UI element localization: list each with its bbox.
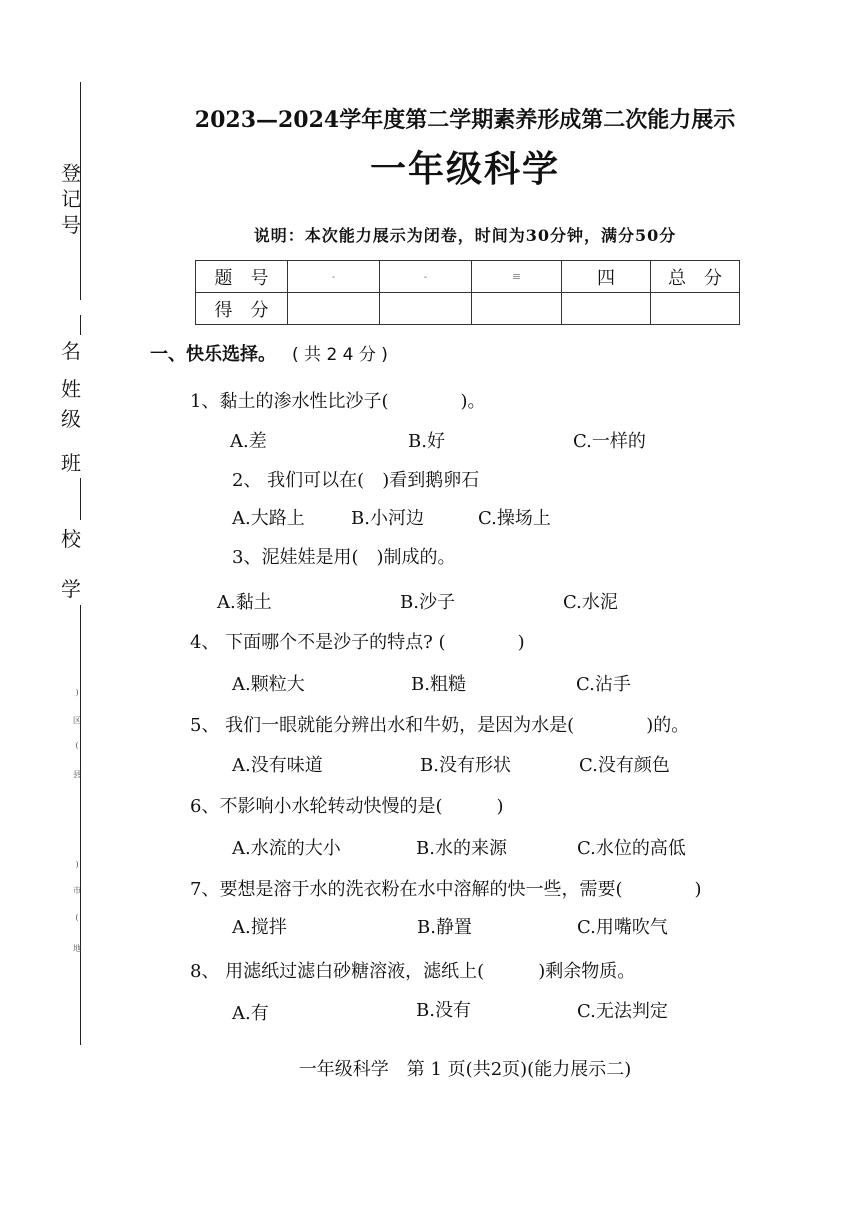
option-c[interactable]: C.沾手	[576, 674, 631, 695]
option-a[interactable]: A.没有味道	[232, 755, 323, 776]
question-stem: 6、不影响小水轮转动快慢的是( )	[190, 796, 504, 817]
score-table-score-row	[196, 293, 740, 325]
exam-title: 2023—2024学年度第二学期素养形成第二次能力展示	[194, 107, 736, 133]
binding-mark: )	[75, 860, 79, 869]
score-table-cell: 题 号	[196, 261, 288, 293]
option-c[interactable]: C.水泥	[563, 592, 618, 613]
option-b[interactable]: B.没有形状	[420, 755, 511, 776]
option-c[interactable]: C.操场上	[478, 508, 551, 529]
binding-school-char: 校	[61, 527, 81, 551]
option-c[interactable]: C.没有颜色	[579, 755, 670, 776]
binding-mark: (	[75, 913, 79, 922]
section-heading	[150, 340, 388, 366]
binding-class-char2: 班	[61, 451, 81, 475]
score-table-cell: -	[288, 261, 380, 293]
score-table-cell: ≡	[472, 261, 562, 293]
option-a[interactable]: A.搅拌	[232, 917, 287, 938]
binding-mark: 县	[73, 770, 81, 779]
option-b[interactable]: B.水的来源	[416, 838, 507, 859]
exam-instructions: 说明：本次能力展示为闭卷，时间为30分钟，满分50分	[253, 226, 677, 245]
option-a[interactable]: A.黏土	[217, 592, 272, 613]
page-footer: 一年级科学 第 1 页(共2页)(能力展示二)	[298, 1059, 632, 1080]
option-b[interactable]: B.好	[408, 431, 445, 452]
binding-mark: 市	[73, 886, 81, 895]
section-title: 一、快乐选择。	[150, 344, 276, 365]
score-input-cell[interactable]	[380, 293, 472, 325]
score-table-cell: 得 分	[196, 293, 288, 325]
question-stem: 1、黏土的渗水性比沙子( )。	[190, 391, 486, 412]
score-table-cell: -	[380, 261, 472, 293]
option-c[interactable]: C.用嘴吹气	[577, 917, 668, 938]
option-b[interactable]: B.没有	[416, 1000, 471, 1021]
score-input-cell[interactable]	[472, 293, 562, 325]
binding-mark: (	[75, 741, 79, 750]
binding-line	[80, 605, 81, 1045]
score-table-cell: 四	[562, 261, 651, 293]
option-b[interactable]: B.静置	[417, 917, 472, 938]
question-stem: 2、 我们可以在( )看到鹅卵石	[232, 470, 480, 491]
subject-title: 一年级科学	[369, 149, 560, 190]
binding-mark: )	[75, 688, 79, 697]
binding-name-char: 名	[61, 339, 81, 363]
score-table	[195, 260, 740, 325]
question-stem: 5、 我们一眼就能分辨出水和牛奶，是因为水是( )的。	[190, 715, 690, 736]
option-c[interactable]: C.水位的高低	[577, 838, 686, 859]
binding-mark: 区	[73, 716, 81, 725]
option-b[interactable]: B.小河边	[351, 508, 424, 529]
option-a[interactable]: A.大路上	[232, 508, 305, 529]
binding-mark: 地	[73, 944, 81, 953]
question-stem: 8、 用滤纸过滤白砂糖溶液，滤纸上( )剩余物质。	[190, 961, 636, 982]
option-c[interactable]: C.一样的	[573, 431, 646, 452]
score-table-cell: 总 分	[651, 261, 740, 293]
score-table-header-row	[196, 261, 740, 293]
option-b[interactable]: B.沙子	[400, 592, 455, 613]
option-a[interactable]: A.颗粒大	[232, 674, 305, 695]
question-stem: 7、要想是溶于水的洗衣粉在水中溶解的快一些，需要( )	[190, 879, 702, 900]
binding-line	[80, 478, 81, 520]
binding-line	[80, 315, 81, 335]
question-stem: 4、 下面哪个不是沙子的特点? ( )	[190, 632, 525, 653]
section-points: ( 共 2 4 分 )	[292, 345, 388, 365]
option-a[interactable]: A.有	[232, 1003, 269, 1024]
binding-reg-no-label: 登记号	[61, 161, 81, 237]
score-input-cell[interactable]	[562, 293, 651, 325]
score-input-cell[interactable]	[288, 293, 380, 325]
option-a[interactable]: A.差	[230, 431, 267, 452]
binding-surname-char: 姓	[61, 377, 81, 401]
option-b[interactable]: B.粗糙	[411, 674, 466, 695]
option-a[interactable]: A.水流的大小	[232, 838, 341, 859]
binding-class-char: 级	[61, 407, 81, 431]
option-c[interactable]: C.无法判定	[577, 1001, 668, 1022]
binding-school-char1: 学	[61, 577, 81, 601]
question-stem: 3、泥娃娃是用( )制成的。	[232, 547, 456, 568]
score-input-cell[interactable]	[651, 293, 740, 325]
